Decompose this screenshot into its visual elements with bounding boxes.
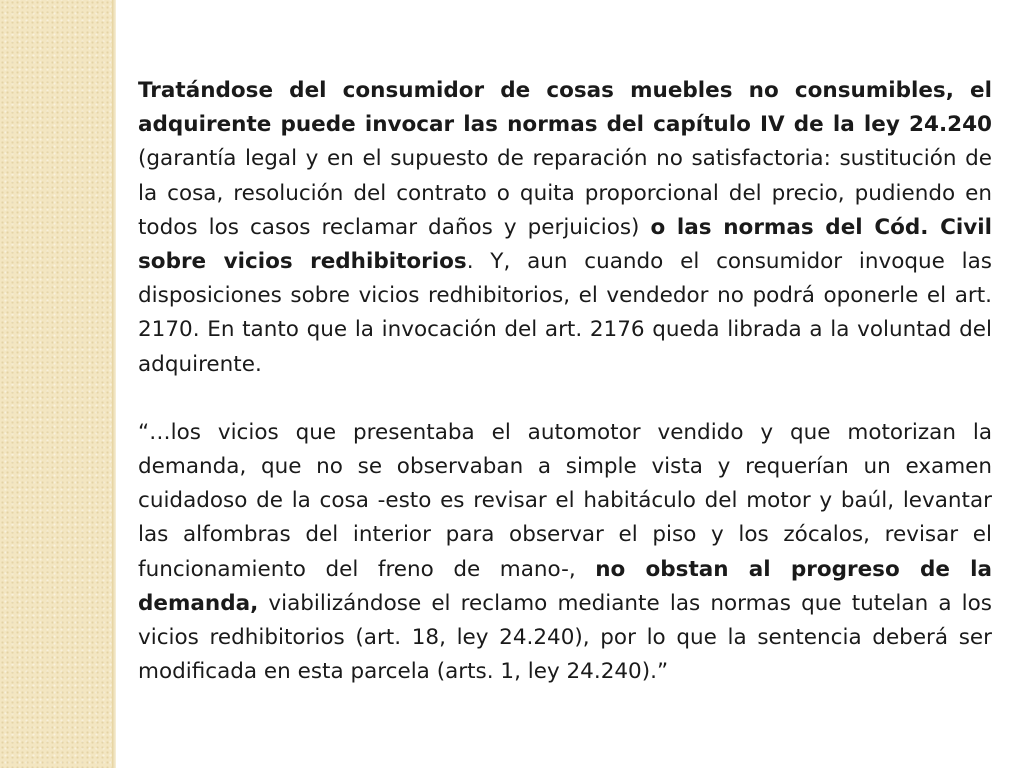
bold-lead-text: Tratándose del consumidor de cosas muebles no consumibles, el adquirente puede invocar las normas del capítulo IV de la ley 24.240: [138, 78, 992, 138]
quote-text: viabilizándose el reclamo mediante las normas que tutelan a los vicios redhibitorios (art. 18, ley 24.240), por lo que la sentencia deberá ser modificada en esta parcela (arts. 1, ley 24.240).”: [138, 590, 992, 685]
slide-body: [138, 74, 992, 689]
paragraph-quote: [138, 416, 992, 690]
bold-mid-text: o las normas del Cód. Civil sobre vicios redhibitorios: [138, 214, 992, 275]
side-band-edge: [112, 0, 116, 768]
paragraph-consumer-rights: [138, 74, 992, 382]
body-text: (garantía legal y en el supuesto de reparación no satisfactoria: sustitución de la cosa, resolución del contrato o quita proporcional del precio, pudiendo en todos los casos reclamar daños y perjuicios): [138, 146, 992, 240]
quote-text: “…los vicios que presentaba el automotor vendido y que motorizan la demanda, que no se observaban a simple vista y requerían un examen cuidadoso de la cosa -esto es revisar el habitáculo del motor y baúl, levantar las alfombras del interior para observar el piso y los zócalos, revisar el funcionamiento del freno de mano-,: [138, 419, 992, 582]
bold-mid-text: no obstan al progreso de la demanda,: [138, 556, 992, 616]
body-text: . Y, aun cuando el consumidor invoque las disposiciones sobre vicios redhibitorios, el vendedor no podrá oponerle el art. 2170. En tanto que la invocación del art. 2176 queda librada a la voluntad del adquirente.: [138, 249, 992, 377]
decorative-side-band: [0, 0, 112, 768]
